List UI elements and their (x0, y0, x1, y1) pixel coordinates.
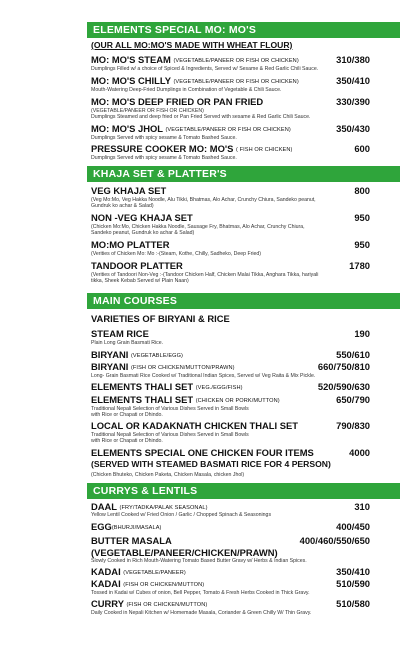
menu-item: MO: MO'S DEEP FRIED OR PAN FRIED 330/390 (91, 96, 370, 107)
menu-item: KADAI (VEGETABLE/PANEER) 350/410 (91, 566, 370, 577)
menu-item: LOCAL OR KADAKNATH CHICKEN THALI SET 790/830 (91, 420, 370, 431)
main-heading: VARIETIES OF BIRYANI & RICE (91, 313, 230, 324)
item-desc: Sandeko peanut, Gundruk ko achar & Salad) (91, 230, 195, 236)
menu-item: TANDOOR PLATTER 1780 (91, 260, 370, 271)
menu-item: (VEGETABLE/PANEER/CHICKEN/PRAWN) (91, 547, 278, 558)
item-price: 190 (354, 328, 370, 339)
item-desc: Yellow Lentil Cooked w/ Fried Onion / Garlic / Chopped Spinach & Seasonings (91, 512, 272, 518)
menu-item: DAAL (FRY/TADKA/PALAK SEASONAL) 310 (91, 501, 370, 512)
item-price: 4000 (349, 447, 370, 458)
item-desc: Mouth-Watering Deep-Fried Dumplings in Combination of Vegetable & Chili Sauce. (91, 87, 282, 93)
section-header-khaja: KHAJA SET & PLATTER'S (87, 166, 400, 182)
item-desc: (Chicken Bhuteko, Chicken Paketa, Chicken Masala, chicken Jhol) (91, 472, 245, 478)
item-desc: Plain Long Grain Basmati Rice. (91, 340, 164, 346)
menu-item: BIRYANI (FISH OR CHICKEN/MUTTON/PRAWN) 660/750/810 (91, 361, 370, 372)
menu-item: VEG KHAJA SET 800 (91, 185, 370, 196)
menu-item: MO: MO'S JHOL (VEGETABLE/PANEER OR FISH OR CHICKEN) 350/430 (91, 123, 370, 134)
item-desc: (Chicken Mo:Mo, Chicken Hakka Noodle, Sausage Fry, Bhatmas, Alo Achar, Crunchy Chiura, (91, 224, 305, 230)
item-price: 330/390 (336, 96, 370, 107)
item-desc: (VEGETABLE/PANEER OR FISH OR CHICKEN) (91, 108, 204, 114)
item-price: 660/750/810 (317, 361, 370, 372)
menu-item: ELEMENTS THALI SET (CHICKEN OR PORK/MUTTON) 650/790 (91, 394, 370, 405)
item-price: 400/460/550/650 (299, 535, 370, 546)
section-header-curry: CURRYS & LENTILS (87, 483, 400, 499)
item-price: 350/410 (336, 75, 370, 86)
item-price: 350/410 (336, 566, 370, 577)
item-price: 310/380 (336, 54, 370, 65)
momo-note: (OUR ALL MO:MO'S MADE WITH WHEAT FLOUR) (91, 40, 293, 50)
item-price: 510/590 (336, 578, 370, 589)
item-price: 800 (354, 185, 370, 196)
menu-item: KADAI (FISH OR CHICKEN/MUTTON) 510/590 (91, 578, 370, 589)
item-price: 650/790 (336, 394, 370, 405)
special-note: (SERVED WITH STEAMED BASMATI RICE FOR 4 PERSON) (91, 459, 331, 469)
item-price: 1780 (349, 260, 370, 271)
item-price: 400/450 (336, 521, 370, 532)
item-desc: Dumplings Served with spicy sesame & Tomato Bashed Sauce. (91, 155, 237, 161)
item-desc: with Rice or Chapati or Dhindo. (91, 438, 163, 444)
item-price: 510/580 (336, 598, 370, 609)
item-desc: Dumplings Served with spicy sesame & Tomato Bashed Sauce. (91, 135, 237, 141)
menu-item: ELEMENTS THALI SET (VEG./EGG/FISH) 520/590/630 (91, 381, 370, 392)
item-desc: Gundruk ko achar & Salad) (91, 203, 154, 209)
section-header-momo: ELEMENTS SPECIAL MO: MO'S (87, 22, 400, 38)
item-desc: Dumplings Filled w/ a choice of Spiced & Ingredients, Served w/ Sesame & Red Garlic Chili Sauce. (91, 66, 319, 72)
item-desc: (Verities of Tandoori Non-Veg :-(Tandoor Chicken Half, Chicken Malai Tikka, Anghara Tikka, hariyali (91, 272, 319, 278)
item-price: 950 (354, 239, 370, 250)
item-desc: (Verities of Chicken Mo: Mo :-(Steam, Kothe, Chilly, Sadheko, Deep Fried) (91, 251, 262, 257)
item-desc: with Rice or Chapati or Dhindo. (91, 412, 163, 418)
menu-item: PRESSURE COOKER MO: MO'S ( FISH OR CHICKEN) 600 (91, 143, 370, 154)
item-desc: Traditional Nepali Selection of Various Dishes Served in Small Bowls (91, 406, 249, 412)
item-desc: Tossed in Kadai w/ Cubes of onion, Bell Pepper, Tomato & Fresh Herbs Cooked in Thick Gravy. (91, 590, 310, 596)
item-desc: Slowly Cooked in Rich Mouth-Watering Tomato Based Butter Gravy w/ Herbs & Indian Spices. (91, 558, 307, 564)
item-price: 550/610 (336, 349, 370, 360)
menu-item: MO: MO'S CHILLY (VEGETABLE/PANEER OR FISH OR CHICKEN) 350/410 (91, 75, 370, 86)
item-desc: Dumplings Steamed and deep fried or Pan Fried Served with sesame & Red Garlic Chili Sauce. (91, 114, 311, 120)
item-price: 950 (354, 212, 370, 223)
section-header-main: MAIN COURSES (87, 293, 400, 309)
item-price: 600 (354, 143, 370, 154)
menu-item: CURRY (FISH OR CHICKEN/MUTTON) 510/580 (91, 598, 370, 609)
item-price: 310 (354, 501, 370, 512)
item-desc: Long- Grain Basmati Rice Cooked w/ Traditional Indian Spices, Served w/ Veg Raita & Mix Pickle. (91, 373, 316, 379)
item-desc: Traditional Nepali Selection of Various Dishes Served in Small Bowls (91, 432, 249, 438)
menu-item: MO:MO PLATTER 950 (91, 239, 370, 250)
menu-item: EGG(BHURJI/MASALA) 400/450 (91, 521, 370, 532)
item-price: 350/430 (336, 123, 370, 134)
item-price: 520/590/630 (317, 381, 370, 392)
item-desc: tikka, Sheek Kebab Served w/ Plain Naan) (91, 278, 189, 284)
item-price: 790/830 (336, 420, 370, 431)
menu-item: ELEMENTS SPECIAL ONE CHICKEN FOUR ITEMS 4000 (91, 447, 370, 458)
menu-item: BIRYANI (VEGETABLE/EGG) 550/610 (91, 349, 370, 360)
menu-item: MO: MO'S STEAM (VEGETABLE/PANEER OR FISH OR CHICKEN) 310/380 (91, 54, 370, 65)
item-desc: (Veg Mo:Mo, Veg Hakka Noodle, Alu Tikki, Bhatmas, Alo Achar, Crunchy Chiura, Sandeko peanut, (91, 197, 316, 203)
menu-item: BUTTER MASALA 400/460/550/650 (91, 535, 370, 546)
menu-item: STEAM RICE 190 (91, 328, 370, 339)
item-desc: Daily Cooked in Nepali Kitchen w/ Homemade Masala, Coriander & Green Chilly W/ Thin Gravy. (91, 610, 312, 616)
menu-item: NON -VEG KHAJA SET 950 (91, 212, 370, 223)
